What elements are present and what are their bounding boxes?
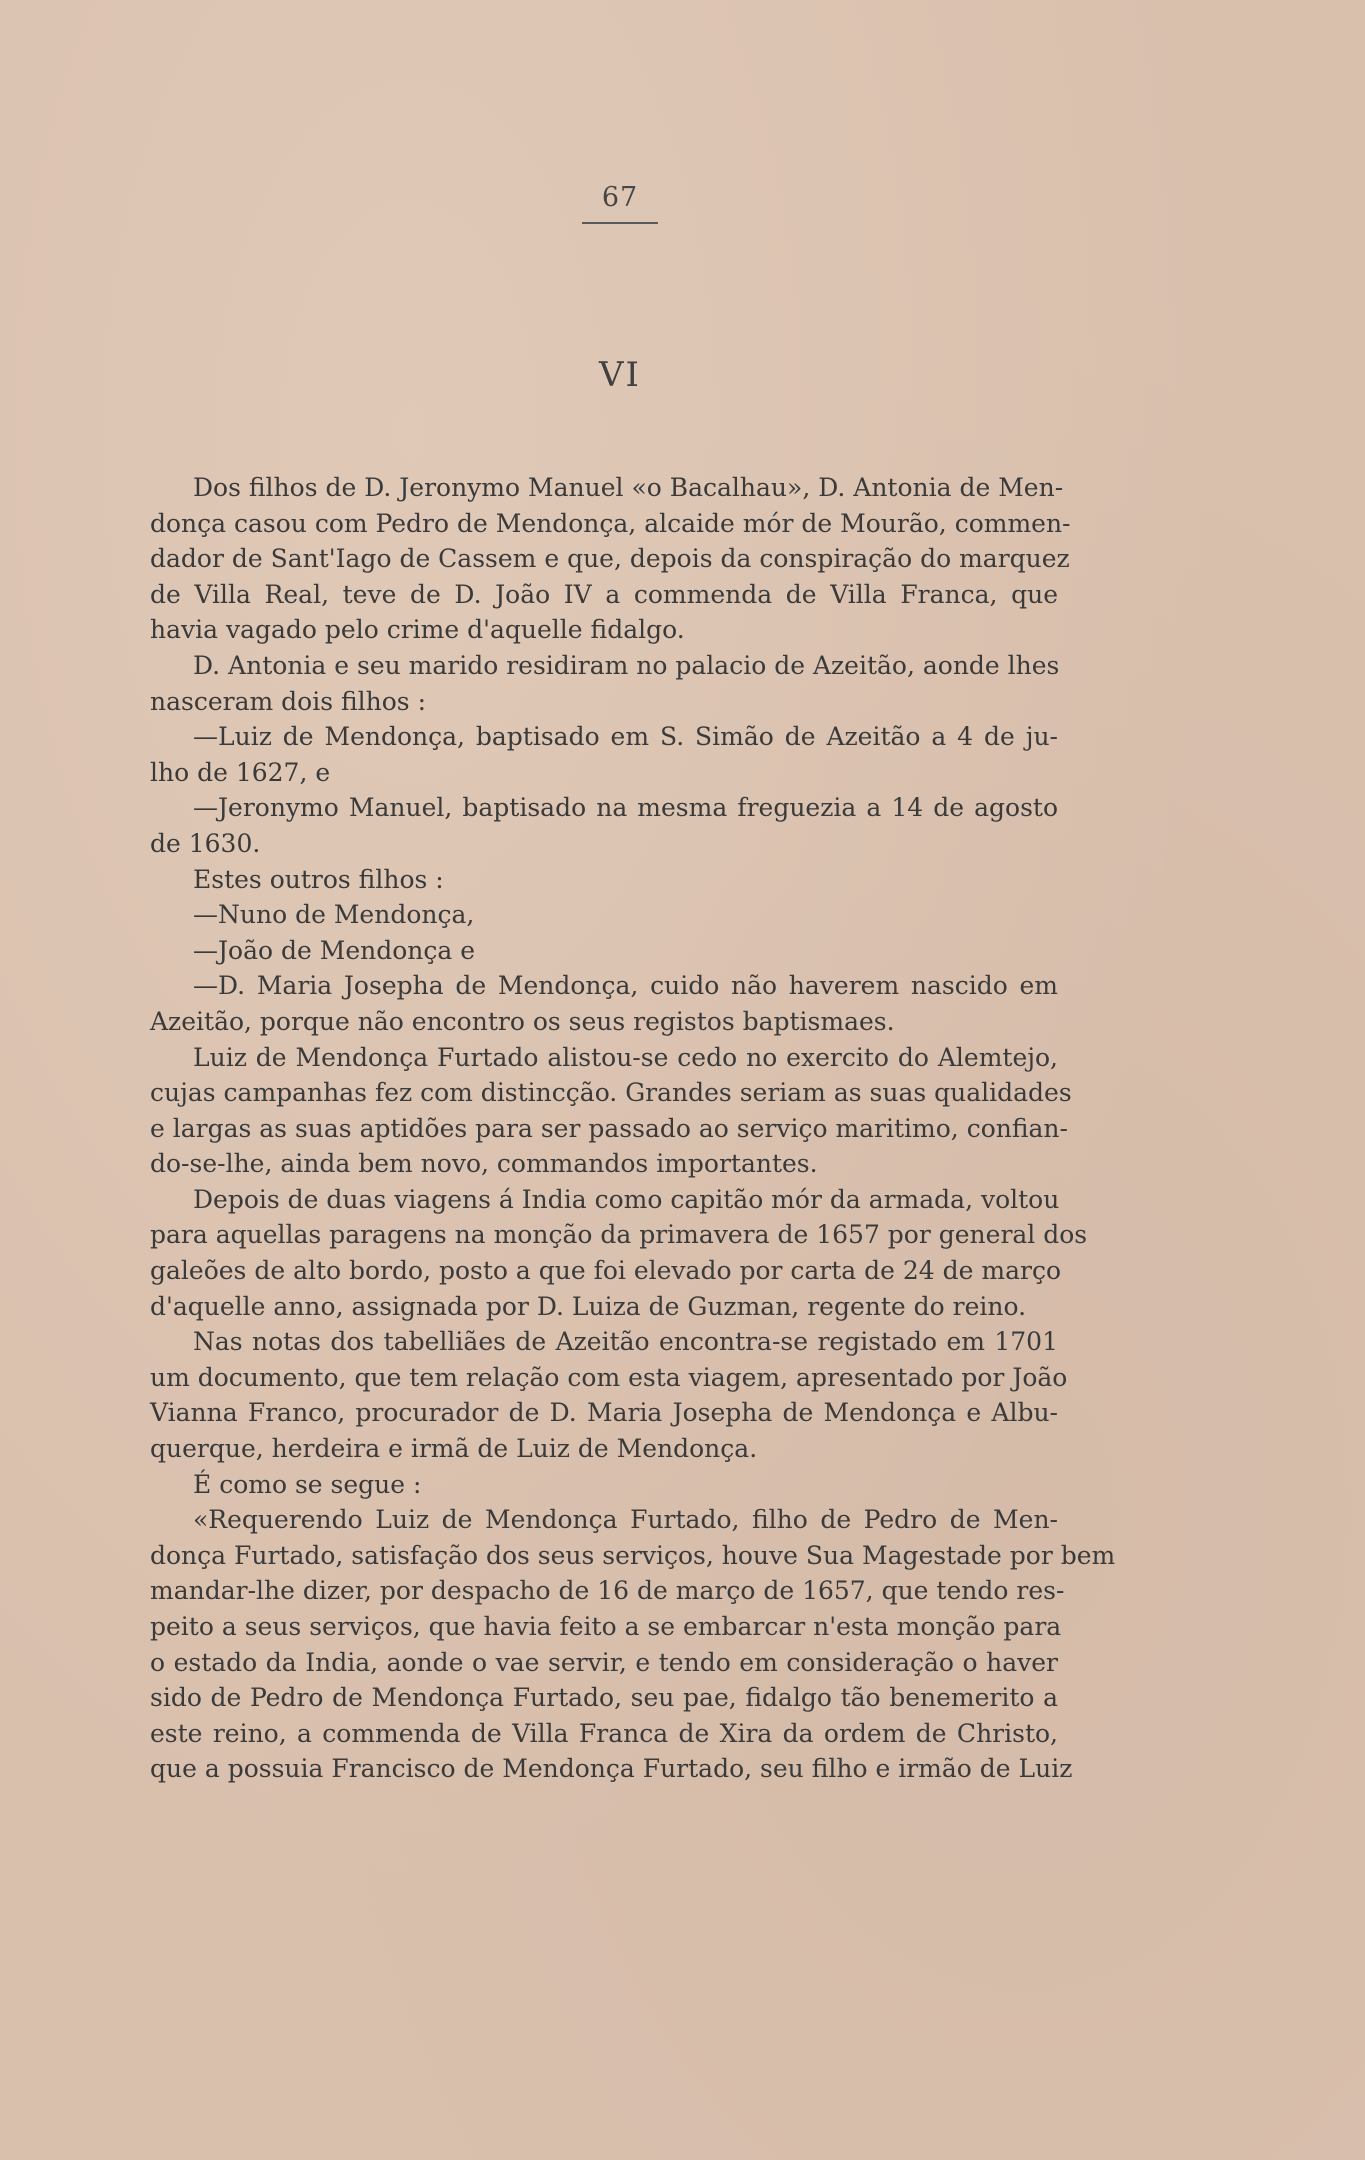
text-line: donça casou com Pedro de Mendonça, alcaide mór de Mourão, commen- <box>150 508 1071 538</box>
text-line: Dos filhos de D. Jeronymo Manuel «o Bacalhau», D. Antonia de Men- <box>193 473 1064 502</box>
body-text <box>150 470 1116 1787</box>
text-line: Nas notas dos tabelliães de Azeitão encontra-se registado em 1701 <box>193 1327 1058 1357</box>
text-line: —D. Maria Josepha de Mendonça, cuido não haverem nascido em <box>193 971 1058 1001</box>
text-line: Vianna Franco, procurador de D. Maria Josepha de Mendonça e Albu- <box>150 1398 1058 1428</box>
text-line: querque, herdeira e irmã de Luiz de Mendonça. <box>150 1434 758 1464</box>
text-line: galeões de alto bordo, posto a que foi elevado por carta de 24 de março <box>150 1256 1062 1286</box>
text-line: este reino, a commenda de Villa Franca de Xira da ordem de Christo, <box>150 1718 1058 1748</box>
text-line: o estado da India, aonde o vae servir, e tendo em consideração o haver <box>150 1647 1058 1677</box>
text-line: —João de Mendonça e <box>193 935 476 965</box>
text-line: Azeitão, porque não encontro os seus registos baptismaes. <box>150 1006 895 1036</box>
text-line: «Requerendo Luiz de Mendonça Furtado, filho de Pedro de Men- <box>193 1505 1058 1535</box>
text-line: havia vagado pelo crime d'aquelle fidalgo. <box>150 615 685 645</box>
text-line: um documento, que tem relação com esta viagem, apresentado por João <box>150 1362 1068 1392</box>
text-line: de Villa Real, teve de D. João IV a commenda de Villa Franca, que <box>150 579 1058 609</box>
text-line: e largas as suas aptidões para ser passado ao serviço maritimo, confian- <box>150 1113 1068 1143</box>
text-line: dador de Sant'Iago de Cassem e que, depois da conspiração do marquez <box>150 544 1070 574</box>
text-line: Luiz de Mendonça Furtado alistou-se cedo no exercito do Alemtejo, <box>193 1042 1058 1072</box>
text-line: —Luiz de Mendonça, baptisado em S. Simão de Azeitão a 4 de ju- <box>193 722 1058 752</box>
text-line: d'aquelle anno, assignada por D. Luiza de Guzman, regente do reino. <box>150 1291 1027 1321</box>
page-number: 67 <box>601 182 639 213</box>
text-line: Estes outros filhos : <box>193 864 444 894</box>
text-line: do-se-lhe, ainda bem novo, commandos importantes. <box>150 1149 818 1179</box>
text-line: lho de 1627, e <box>150 757 331 787</box>
text-line: de 1630. <box>150 828 261 858</box>
text-line: que a possuia Francisco de Mendonça Furtado, seu filho e irmão de Luiz <box>150 1754 1073 1784</box>
text-line: —Jeronymo Manuel, baptisado na mesma freguezia a 14 de agosto <box>193 793 1058 823</box>
text-line: nasceram dois filhos : <box>150 686 426 716</box>
text-line: peito a seus serviços, que havia feito a se embarcar n'esta monção para <box>150 1612 1062 1641</box>
text-line: mandar-lhe dizer, por despacho de 16 de março de 1657, que tendo res- <box>150 1576 1065 1606</box>
text-line: Depois de duas viagens á India como capitão mór da armada, voltou <box>193 1184 1060 1214</box>
chapter-heading: VI <box>599 355 641 395</box>
text-line: donça Furtado, satisfação dos seus serviços, houve Sua Magestade por bem <box>150 1540 1116 1570</box>
text-line: cujas campanhas fez com distincção. Grandes seriam as suas qualidades <box>150 1078 1072 1108</box>
text-line: D. Antonia e seu marido residiram no palacio de Azeitão, aonde lhes <box>193 650 1060 680</box>
text-line: sido de Pedro de Mendonça Furtado, seu pae, fidalgo tão benemerito a <box>150 1683 1058 1713</box>
text-line: —Nuno de Mendonça, <box>193 900 475 930</box>
page-number-rule <box>582 222 658 224</box>
text-line: para aquellas paragens na monção da primavera de 1657 por general dos <box>150 1220 1088 1250</box>
text-line: É como se segue : <box>193 1469 422 1499</box>
